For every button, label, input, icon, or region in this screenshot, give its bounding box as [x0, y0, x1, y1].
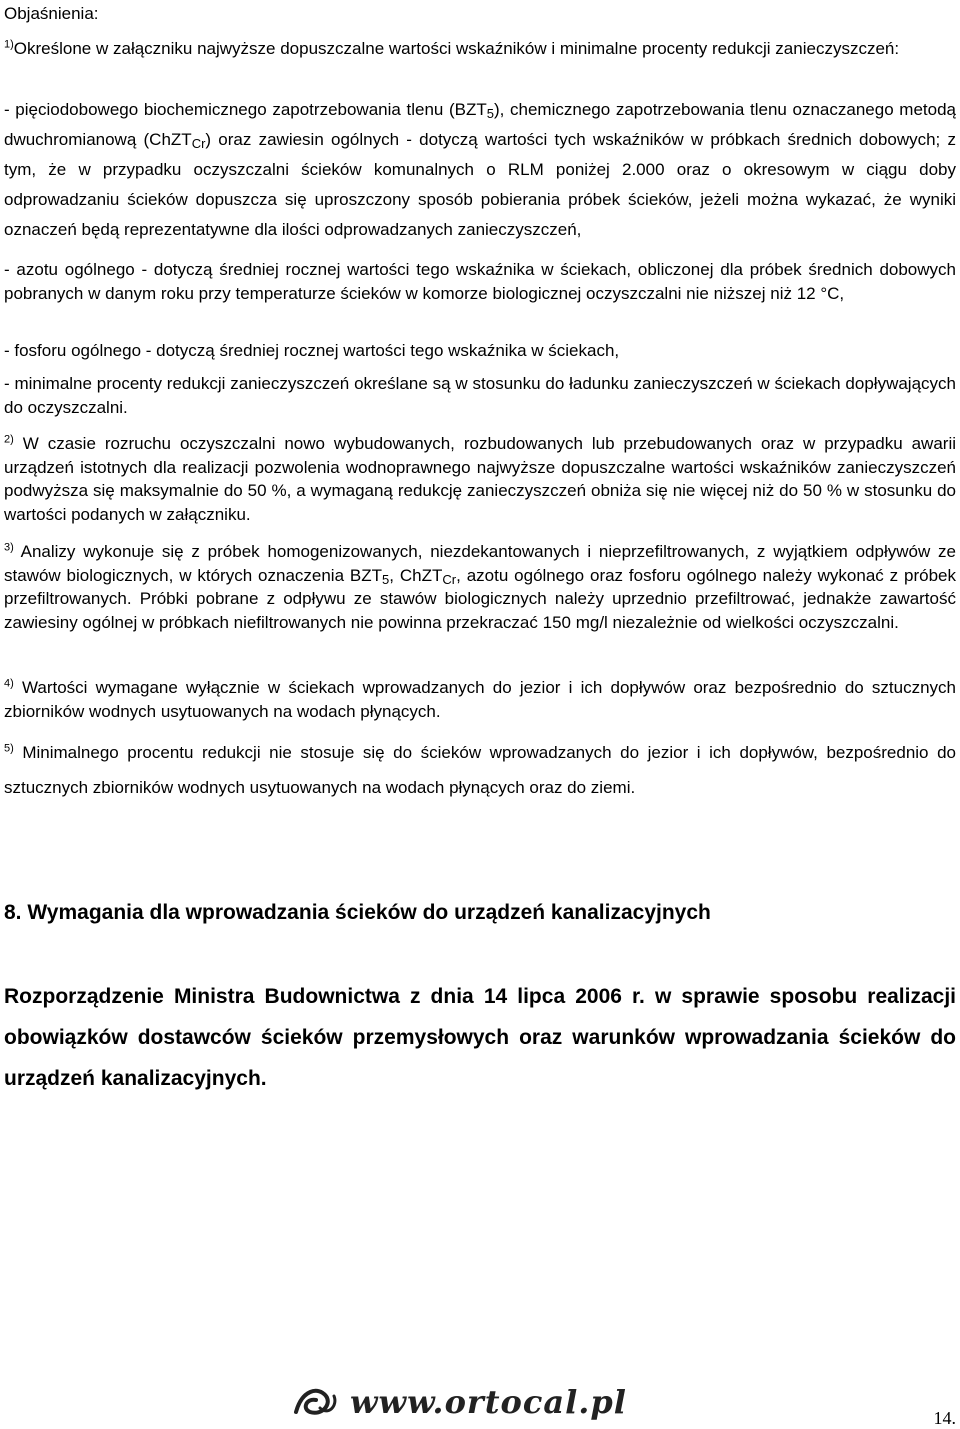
footnote-1-nitrogen-text: - azotu ogólnego - dotyczą średniej rocznej wartości tego wskaźnika w ściekach, obliczonej dla próbek średnich dobowych pobranych w danym roku przy temperaturze ścieków w komorze biologicznej oczyszczalni nie niższej niż 12 °C,: [4, 260, 956, 303]
footnote-3-marker: 3): [4, 541, 14, 554]
section-title-block: [4, 2, 956, 26]
footnote-3: [4, 540, 956, 634]
footnote-4-text: $^{4)}$ Wartości wymagane wyłącznie w ściekach wprowadzanych do jezior i ich dopływów oraz bezpośrednio do sztucznych zbiorników wodnych usytuowanych na wodach płynących.: [4, 677, 956, 721]
page-number: 14.: [933, 1408, 956, 1428]
footnote-1-bzt-text: - pięciodobowego biochemicznego zapotrzebowania tlenu $(BZT_5)$, chemicznego zapotrzebowania tlenu oznaczanego metodą dwuchromianową (ChZT$_{Cr}$) oraz zawiesin ogólnych - dotyczą wartości tych wskaźników w próbkach średnich dobowych; z tym, że w przypadku oczyszczalni ścieków komunalnych o RLM poniżej 2.000 oraz o okresowym w ciągu doby odprowadzaniu ścieków dopuszcza się uproszczony sposób pobierania próbek ścieków, jeżeli można wykazać, że wyniki oznaczeń będą reprezentatywne dla ilości odprowadzanych zanieczyszczeń,: [4, 100, 956, 239]
footer-logo: [292, 1380, 627, 1424]
footnote-4: [4, 676, 956, 723]
footnote-1-reduction: [4, 372, 956, 419]
regulation-block: [4, 976, 956, 1099]
footnote-2: [4, 432, 956, 526]
footnote-1: [4, 37, 956, 61]
explanations-title: Objaśnienia:: [4, 4, 99, 23]
footnote-1-phosphorus: [4, 339, 956, 363]
footnote-1-intro: $^{1)}$Określone w załączniku najwyższe dopuszczalne wartości wskaźników i minimalne procenty redukcji zanieczyszczeń:: [4, 38, 900, 58]
footnote-1-reduction-text: - minimalne procenty redukcji zanieczyszczeń określane są w stosunku do ładunku zanieczyszczeń w ściekach dopływających do oczyszczalni.: [4, 374, 956, 417]
footnote-3-text: $^{3)}$ Analizy wykonuje się z próbek homogenizowanych, niezdekantowanych i nieprzefiltrowanych, z wyjątkiem odpływów ze stawów biologicznych, w których oznaczenia $BZT_5$, ChZT$_{Cr}$, azotu ogólnego oraz fosforu ogólnego należy wykonać z próbek przefiltrowanych. Próbki pobrane z odpływu ze stawów biologicznych należy uprzednio przefiltrować, jednakże zawartość zawiesiny ogólnej w próbkach niefiltrowanych nie powinna przekraczać 150 mg/l niezależnie od wielkości oczyszczalni.: [4, 541, 957, 632]
footer-logo-text: www.ortocal.pl: [350, 1383, 627, 1421]
footnote-1-phosphorus-text: - fosforu ogólnego - dotyczą średniej rocznej wartości tego wskaźnika w ściekach,: [4, 341, 620, 360]
footnote-1-marker: 1): [4, 38, 14, 51]
footnote-1-bzt: [4, 95, 956, 245]
footnote-5: [4, 735, 956, 805]
section-8: [4, 899, 956, 927]
footnote-2-text: $^{2)}$ W czasie rozruchu oczyszczalni nowo wybudowanych, rozbudowanych lub przebudowanych oraz w przypadku awarii urządzeń istotnych dla realizacji pozwolenia wodnoprawnego najwyższe dopuszczalne wartości wskaźników zanieczyszczeń podwyższa się maksymalnie do 50 %, a wymaganą redukcję zanieczyszczeń obniża się nie więcej niż do 50 % w stosunku do wartości podanych w załączniku.: [4, 433, 956, 524]
footnote-2-marker: 2): [4, 433, 14, 446]
regulation-title: Rozporządzenie Ministra Budownictwa z dnia 14 lipca 2006 r. w sprawie sposobu realizacji obowiązków dostawców ścieków przemysłowych oraz warunków wprowadzania ścieków do urządzeń kanalizacyjnych.: [4, 985, 956, 1090]
section-8-heading: 8. Wymagania dla wprowadzania ścieków do urządzeń kanalizacyjnych: [4, 901, 711, 924]
ortocal-logo-icon: [292, 1382, 340, 1422]
footnote-4-marker: 4): [4, 677, 14, 690]
footnote-5-text: $^{5)}$ Minimalnego procentu redukcji nie stosuje się do ścieków wprowadzanych do jezior i ich dopływów, bezpośrednio do sztucznych zbiorników wodnych usytuowanych na wodach płynących oraz do ziemi.: [4, 742, 956, 797]
footnote-5-marker: 5): [4, 742, 14, 755]
footnote-1-nitrogen: [4, 258, 956, 305]
